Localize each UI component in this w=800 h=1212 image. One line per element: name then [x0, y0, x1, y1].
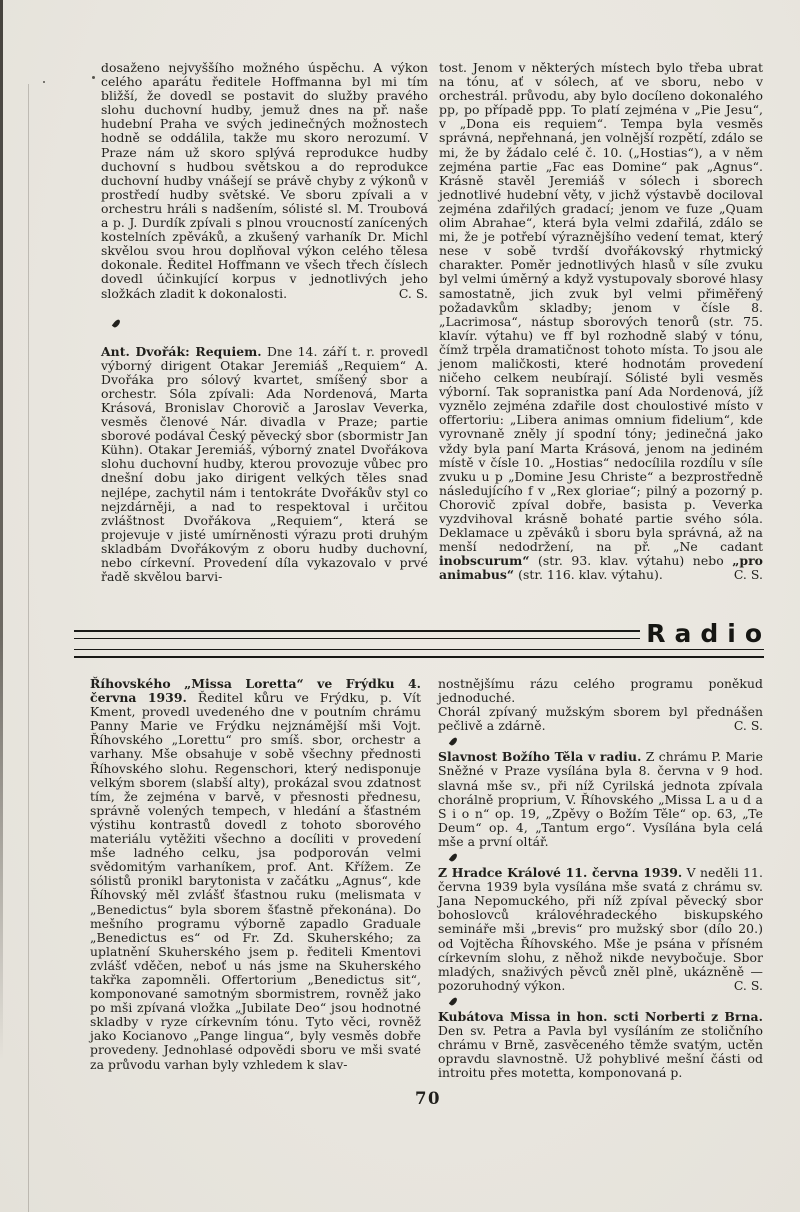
article-frydek-right — [438, 677, 763, 705]
radio-section-header — [74, 619, 771, 662]
signature: C. S. — [398, 285, 428, 301]
scan-edge-shadow — [0, 0, 3, 1060]
section-divider — [451, 997, 763, 1006]
page-number: 70 — [415, 1089, 441, 1108]
column-top-left — [101, 61, 428, 584]
article-frydek-left — [90, 677, 421, 1072]
article-hoffmann-body — [101, 61, 428, 301]
article-title: Kubátova Missa in hon. scti Norberti z Brna. — [438, 1008, 763, 1024]
section-divider — [114, 319, 428, 328]
page-fold-line — [28, 84, 29, 1212]
article-text: V neděli 11. června 1939 byla vysílána mše svatá z chrámu sv. Jana Nepomuckého, při níž zpíval pěvecký sbor bohoslovců královéhradeckého biskupského semináře mši „brevis“ pro mužský sbor (dílo 20.) od Vojtěcha Říhovského. Mše je psána v přísném církevním slohu, z něhož nikde nevybočuje. Sbor mladých, snaživých pěvců zněl plně, ukázněně — pozoruhodný výkon. — [438, 865, 763, 993]
article-text: nostnějšímu rázu celého programu poněkud jednoduché. — [438, 676, 763, 706]
article-dvorak-requiem-right — [439, 61, 763, 582]
article-hradec — [438, 866, 763, 993]
article-kubatova — [438, 1010, 763, 1080]
bold-term: „pro animabus“ — [439, 553, 763, 583]
fleuron-ornament-icon — [112, 318, 121, 328]
section-title-radio: Radio — [646, 619, 771, 648]
column-top-right — [439, 61, 763, 582]
article-text: Dne 14. září t. r. provedl výborný dirigent Otakar Jeremiáš „Requiem“ A. Dvořáka pro sólový kvartet, smíšený sbor a orchestr. Sóla zpívali: Ada Nordenová, Marta Krásová, Bronislav Chorovič a Jaroslav Veverka, vesměs členové Nár. divadla v Praze; partie sborové podával Český pěvecký sbor (sbormistr Jan Kühn). Otakar Jeremiáš, výborný znatel Dvořákova slohu duchovní hudby, kterou provozuje vůbec pro dnešní dobu jako dirigent velkých těles snad nejlépe, zachytil nám i tentokráte Dvořákův styl co nejzdárněji, a nad to respektoval i určitou zvláštnost Dvořákova „Requiem“, která se projevuje v jisté umírněnosti výrazu proti druhým skladbám Dvořákovým z oboru hudby duchovní, nebo církevní. Provedení díla vykazovalo v prvé řadě skvělou barvi- — [101, 343, 428, 585]
article-title: Slavnost Božího Těla v radiu. — [438, 749, 642, 765]
signature: C. S. — [733, 718, 763, 734]
ink-speck — [43, 81, 45, 83]
article-title: Z Hradce Králové 11. června 1939. — [438, 865, 683, 881]
article-text: Z chrámu P. Marie Sněžné v Praze vysílána byla 8. června v 9 hod. slavná mše sv., při níž Cyrilská jednota zpívala chorálně proprium, V. Říhovského „Missa L a u d a S i o n“ op. 19, „Zpěvy o Božím Těle“ op. 63, „Te Deum“ op. 4, „Tantum ergo“. Vysílána byla celá mše a první oltář. — [438, 749, 763, 849]
section-divider — [451, 853, 763, 862]
section-divider — [451, 737, 763, 746]
article-title: Ant. Dvořák: Requiem. — [101, 343, 262, 359]
double-rule-upper — [74, 630, 640, 639]
column-radio-left — [90, 677, 421, 1072]
article-title: Říhovského „Missa Loretta“ ve Frýdku 4. června 1939. — [90, 676, 421, 706]
article-slavnost — [438, 750, 763, 849]
article-text: (str. 93. klav. výtahu) nebo — [529, 553, 733, 569]
article-text: dosaženo nejvyššího možného úspěchu. A výkon celého aparátu ředitele Hoffmanna byl mi tím bližší, že dovedl se postavit do služby pravého slohu duchovní hudby, jemuž dnes na př. naše hudební Praha ve svých jedinečných možnostech hodně se oddálila, takže mu skoro nerozumí. V Praze nám už skoro splývá reprodukce hudby duchovní s hudbou světskou a do reprodukce duchovní hudby vnášejí se právě chyby z výkonů v prostředí hudby světské. Ve sboru zpívali a v orchestru hráli s nadšením, sólisté sl. M. Troubová a p. J. Durdík zpívali s plnou vroucností zanícených kostelních zpěváků, a zkušený varhaník Dr. Michl skvělou svou hrou doplňoval výkon celého tělesa dokonale. Ředitel Hoffmann ve všech třech číslech dovedl účinkující korpus v jednotlivých jeho složkách zladit k dokonalosti. — [101, 60, 428, 301]
signature: C. S. — [733, 977, 763, 993]
article-dvorak-requiem-left — [101, 345, 428, 585]
article-text: Den sv. Petra a Pavla byl vysíláním ze stoličního chrámu v Brně, zasvěceného těmže svatým, uctěn opravdu slavnostně. Už pohyblivé mešní části od introitu přes motetta, komponovaná p. — [438, 1022, 763, 1081]
article-frydek-choral — [438, 705, 763, 733]
ink-speck — [92, 76, 95, 79]
fleuron-ornament-icon — [449, 996, 458, 1006]
fleuron-ornament-icon — [449, 737, 458, 747]
article-text: tost. Jenom v některých místech bylo třeba ubrat na tónu, ať v sólech, ať ve sboru, nebo v orchestrál. průvodu, aby bylo docíleno dokonalého pp, po případě ppp. To platí zejména v „Pie Jesu“, v „Dona eis requiem“. Tempa byla vesměs správná, nepřehnaná, jen volnější rozpětí, zdálo se mi, že by žádalo celé č. 10. („Hostias“), a v něm zejména partie „Fac eas Domine“ pak „Agnus“. Krásně stavěl Jeremiáš v sólech i sborech jednotlivé hudební věty, v jichž výstavbě dociloval zejména zdařilých gradací; jenom ve fuze „Quam olim Abrahae“, která byla velmi zdařilá, zdálo se mi, že je potřebí výraznějšího vedení temat, který nese v sobě tvrdší dvořákovský rhytmický charakter. Poměr jednotlivých hlasů v síle zvuku byl velmi úměrný a když vystupovaly sborové hlasy samostatně, jich zvuk byl velmi přiměřený požadavkům skladby; jenom v čísle 8. „Lacrimosa“, nástup sborových tenorů (str. 75. klavír. výtahu) ve ff byl rozhodně slabý v tónu, čímž trpěla dramatičnost tohoto místa. To jsou ale jenom maličkosti, které hodnotám provedení ničeho celkem neubírají. Sólisté byli vesměs výborní. Tak sopranistka paní Ada Nordenová, jíž vyznělo zejména zdařile dost choulostivé místo v offertoriu: „Libera animas omnium fidelium“, kde vyrovnaně zněly jí spodní tóny; jedinečná jako vždy byla paní Marta Krásová, jenom na jediném místě v čísle 10. „Hostias“ nedocílila rozdílu v síle zvuku u p „Domine Jesu Christe“ a bezprostředně následujícího f v „Rex gloriae“; pilný a pozorný p. Chorovič zpíval dobře, basista p. Veverka vyzdvihoval krásně bohaté partie svého sóla. Deklamace u zpěváků i sboru byla správná, až na menší nedodržení, na př. „Ne cadant — [439, 60, 763, 555]
article-text: (str. 116. klav. výtahu). — [514, 567, 663, 583]
signature: C. S. — [733, 567, 763, 583]
fleuron-ornament-icon — [449, 852, 458, 862]
column-radio-right — [438, 677, 763, 1080]
double-rule-lower — [74, 649, 764, 658]
article-text: Chorál zpívaný mužským sborem byl přednášen pečlivě a zdárně. — [438, 704, 763, 734]
article-text: Ředitel kůru ve Frýdku, p. Vít Kment, provedl uvedeného dne v poutním chrámu Panny Marie ve Frýdku nejznámější mši Vojt. Říhovského „Lorettu“ pro smíš. sbor, orchestr a varhany. Mše obsahuje v sobě všechny přednosti Říhovského slohu. Regenschori, který nedisponuje velkým sborem (slabší alty), prokázal svou zdatnost tím, že zejména v barvě, v přesnosti přednesu, správně volených tempech, v hledání a šťastném výstihu kontrastů dovedl z tohoto sborového materiálu vytěžiti všechno a docíliti v provedení mše ladného celku, jsa podporován velmi svědomitým varhaníkem, prof. Ant. Křížem. Ze sólistů pronikl barytonista v začátku „Agnus“, kde Říhovský měl zvlášť šťastnou ruku (melismata v „Benedictus“ byla sborem šťastně překonána). Do mešního programu výborně zapadlo Graduale „Benedictus es“ od Fr. Zd. Skuherského; za uplatnění Skuherského jsem p. řediteli Kmentovi zvlášť vděčen, neboť u nás jsme na Skuherského takřka zapomněli. Offertorium „Benedictus sit“, komponované samotným sbormistrem, rovněž jako po mši zpívaná vložka „Jubilate Deo“ jsou hodnotné skladby v ryze církevním tónu. Tyto věci, rovněž jako Kocianovo „Pange lingua“, byly vesměs dobře provedeny. Jednohlasé odpovědi sboru ve mši svaté za průvodu varhan byly vzhledem k slav- — [90, 690, 422, 1072]
bold-term: inobscurum“ — [439, 553, 530, 569]
